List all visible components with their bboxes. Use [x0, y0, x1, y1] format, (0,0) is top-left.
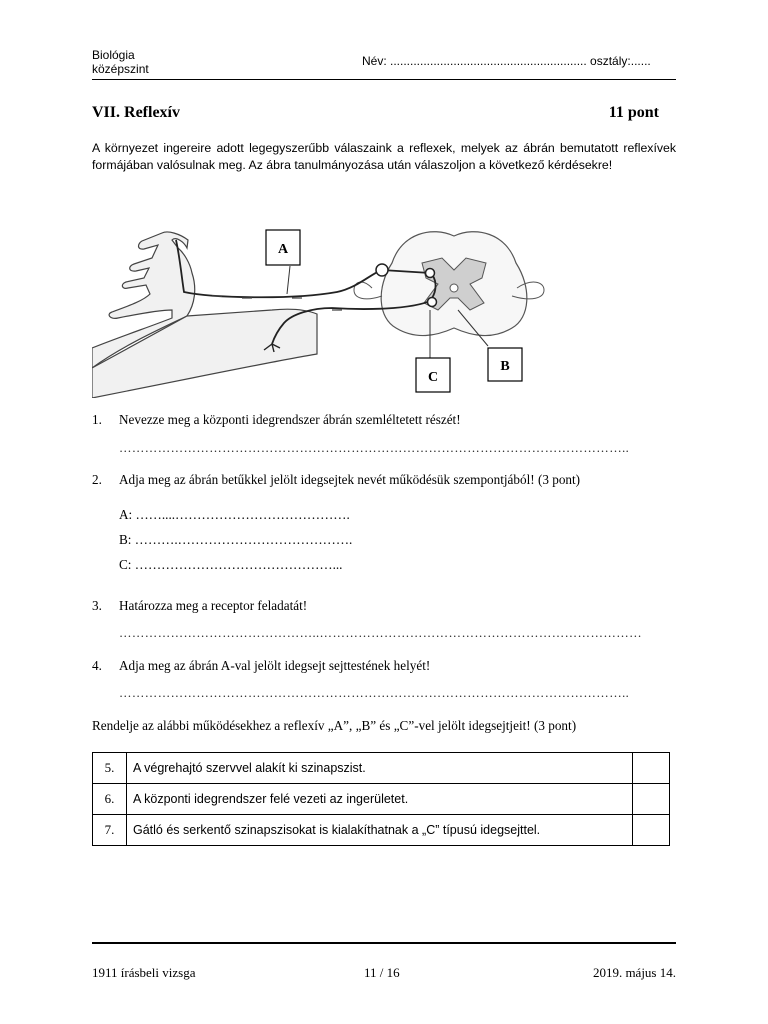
row-number: 7.: [93, 815, 127, 846]
matching-table: [92, 752, 670, 846]
sensory-neuron-body: [376, 264, 388, 276]
answer-b[interactable]: B: ……….………………………………….: [119, 532, 353, 547]
table-row: [93, 784, 670, 815]
question-number: 2.: [92, 472, 102, 487]
intro-paragraph: A környezet ingereire adott legegyszerűbb válaszaink a reflexek, melyek az ábrán bemutatott reflexívek formájában valósulnak meg. Az ábra tanulmányozása után válaszoljon a következő kérdésekre!: [92, 141, 676, 172]
row-text: A végrehajtó szervvel alakít ki szinapszist.: [127, 753, 633, 784]
interneuron-body: [426, 269, 435, 278]
answer-line-4[interactable]: ………………………………………………………………………………………………………..: [119, 686, 630, 700]
question-number: 1.: [92, 412, 102, 427]
label-b: B: [500, 359, 510, 374]
question-number: 3.: [92, 598, 102, 613]
question-text: Adja meg az ábrán betűkkel jelölt idegsejtek nevét működésük szempontjából! (3 pont): [119, 472, 581, 487]
footer-page-number: 11 / 16: [364, 965, 400, 980]
row-text: Gátló és serkentő szinapszisokat is kialakíthatnak a „C” típusú idegsejttel.: [127, 815, 633, 846]
footer-divider: [92, 942, 676, 944]
question-3: [92, 598, 307, 614]
row-answer-cell[interactable]: [633, 815, 670, 846]
footer-exam-code: 1911 írásbeli vizsga: [92, 965, 196, 980]
matching-instruction: Rendelje az alábbi működésekhez a reflexív „A”, „B” és „C”-vel jelölt idegsejtjeit! (3 pont): [92, 718, 577, 733]
question-1: [92, 412, 461, 428]
subject-label: [92, 48, 149, 76]
header-divider: [92, 79, 676, 80]
answer-a[interactable]: A: ……....………………………………….: [119, 507, 350, 522]
question-4: [92, 658, 430, 674]
question-number: 4.: [92, 658, 102, 673]
table-row: [93, 753, 670, 784]
reflex-arc-figure: [92, 218, 592, 398]
name-class-field: Név: ........................................................... osztály:......: [362, 54, 651, 68]
label-a: A: [277, 242, 289, 257]
row-text: A központi idegrendszer felé vezeti az ingerületet.: [127, 784, 633, 815]
question-text: Határozza meg a receptor feladatát!: [119, 598, 308, 613]
question-2: [92, 472, 580, 488]
section-title: VII. Reflexív: [92, 104, 180, 121]
row-answer-cell[interactable]: [633, 753, 670, 784]
table-row: [93, 815, 670, 846]
question-text: Adja meg az ábrán A-val jelölt idegsejt sejttestének helyét!: [119, 658, 431, 673]
label-c: C: [427, 370, 439, 385]
subject-line-2: középszint: [92, 62, 149, 76]
spinal-cord-section: [354, 232, 544, 336]
answer-line-3[interactable]: ………………………………………..…………………………………………………………………: [119, 626, 643, 640]
motor-neuron-body: [428, 298, 437, 307]
answer-line-1[interactable]: ………………………………………………………………………………………………………..: [119, 441, 630, 455]
row-number: 5.: [93, 753, 127, 784]
row-number: 6.: [93, 784, 127, 815]
row-answer-cell[interactable]: [633, 784, 670, 815]
question-text: Nevezze meg a központi idegrendszer ábrán szemléltetett részét!: [119, 412, 461, 427]
subject-line-1: Biológia: [92, 48, 135, 62]
footer-date: 2019. május 14.: [592, 965, 676, 980]
answer-c[interactable]: C: ………………………………………...: [119, 557, 343, 572]
section-points: 11 pont: [608, 104, 659, 121]
